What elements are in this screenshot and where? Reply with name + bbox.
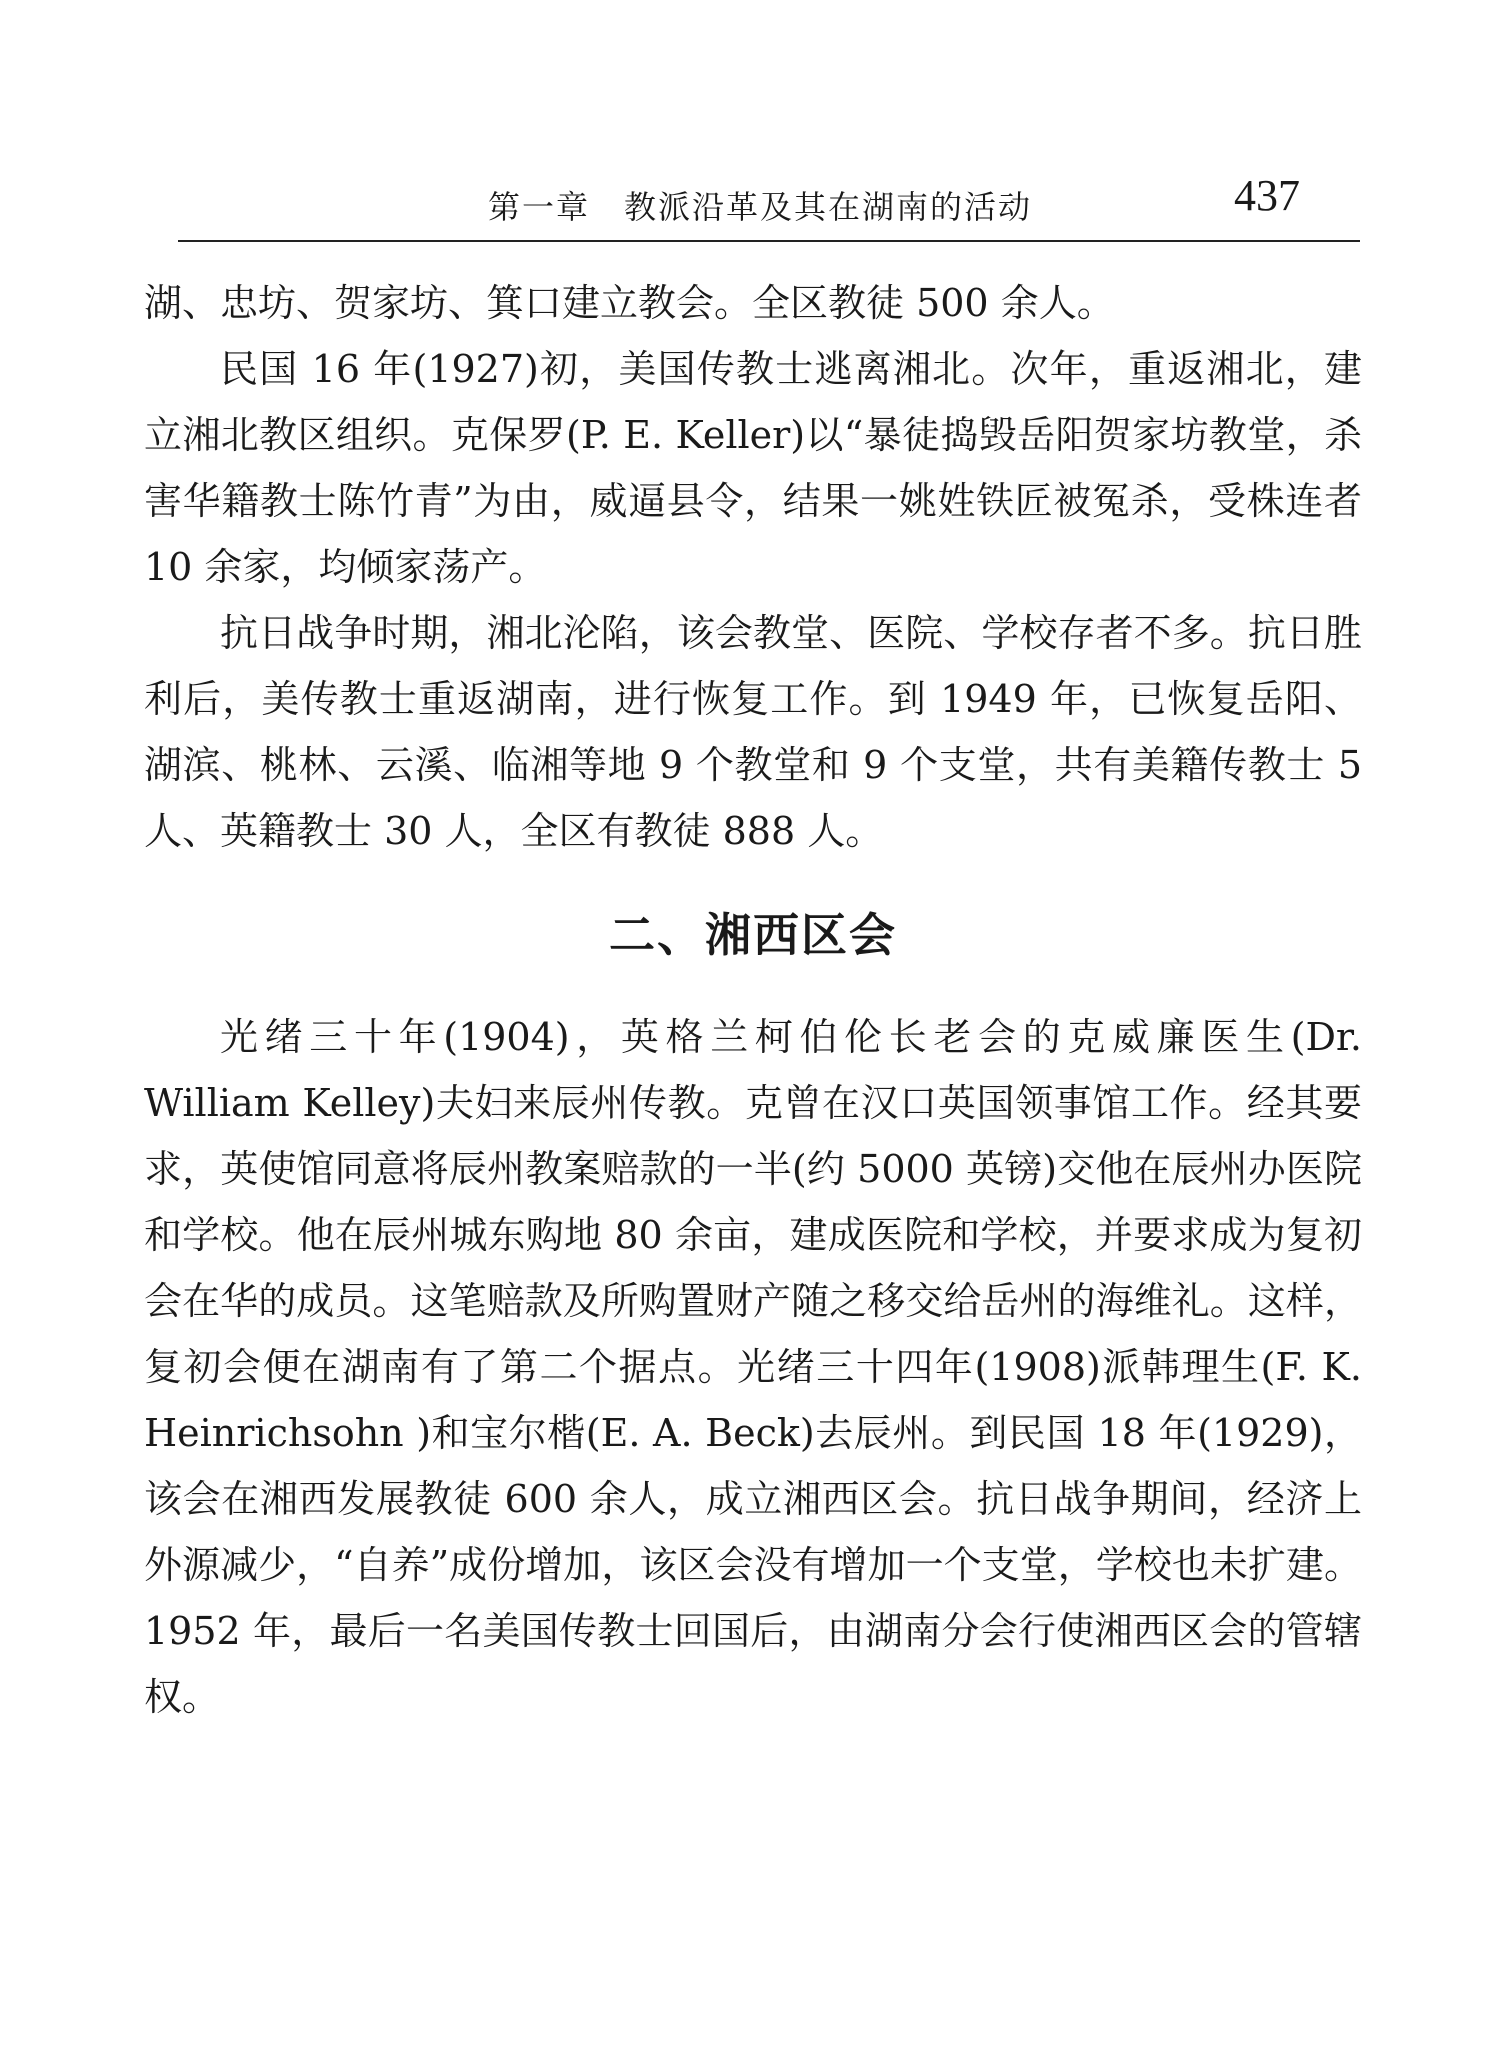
paragraph-xiangbei-1927: 民国 16 年(1927)初，美国传教士逃离湘北。次年，重返湘北，建立湘北教区组织。克保罗(P. E. Keller)以“暴徒捣毁岳阳贺家坊教堂，杀害华籍教士陈竹青”为由，威逼县令，结果一姚姓铁匠被冤杀，受株连者 10 余家，均倾家荡产。 [144,347,1362,589]
body-text [144,270,1362,1730]
section-heading: 二、湘西区会 [609,908,897,962]
paragraph-war-recovery: 抗日战争时期，湘北沦陷，该会教堂、医院、学校存者不多。抗日胜利后，美传教士重返湖南，进行恢复工作。到 1949 年，已恢复岳阳、湖滨、桃林、云溪、临湘等地 9 个教堂和 9 个支堂，共有美籍传教士 5 人、英籍教士 30 人，全区有教徒 888 人。 [144,611,1362,853]
running-header [178,170,1360,240]
paragraph-continuation: 湖、忠坊、贺家坊、箕口建立教会。全区教徒 500 余人。 [144,281,1115,325]
page-number: 437 [1234,171,1300,220]
chapter-title: 第一章 教派沿革及其在湖南的活动 [488,188,1033,226]
paragraph-xiangxi-history: 光绪三十年(1904)，英格兰柯伯伦长老会的克威廉医生(Dr. William Kelley)夫妇来辰州传教。克曾在汉口英国领事馆工作。经其要求，英使馆同意将辰州教案赔款的一半(约 5000 英镑)交他在辰州办医院和学校。他在辰州城东购地 80 余亩，建成医院和学校，并要求成为复初会在华的成员。这笔赔款及所购置财产随之移交给岳州的海维礼。这样，复初会便在湖南有了第二个据点。光绪三十四年(1908)派韩理生(F. K. Heinrichsohn )和宝尔楷(E. A. Beck)去辰州。到民国 18 年(1929)，该会在湘西发展教徒 600 余人，成立湘西区会。抗日战争期间，经济上外源减少，“自养”成份增加，该区会没有增加一个支堂，学校也未扩建。1952 年，最后一名美国传教士回国后，由湖南分会行使湘西区会的管辖权。 [144,1015,1362,1719]
header-divider [178,240,1360,242]
